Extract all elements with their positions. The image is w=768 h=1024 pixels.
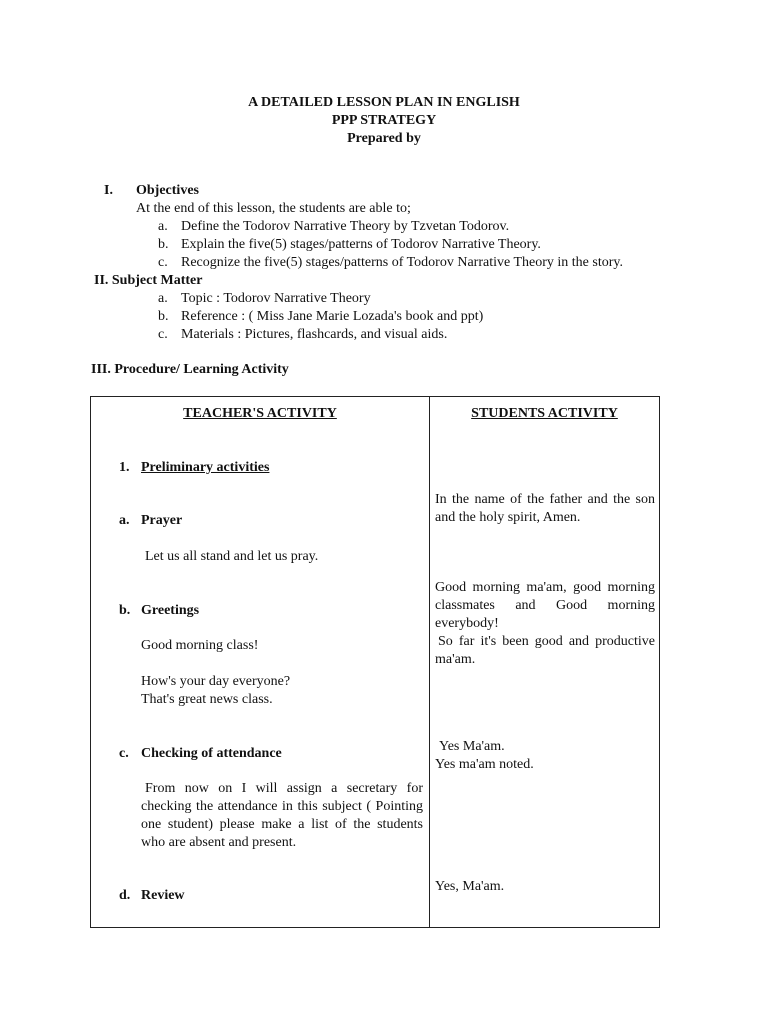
activity-table: [90, 396, 660, 928]
objective-letter: b.: [158, 237, 169, 252]
subject-letter: c.: [158, 327, 168, 342]
greetings-letter: b.: [119, 603, 131, 618]
page-title: A DETAILED LESSON PLAN IN ENGLISH: [248, 95, 520, 110]
subject-matter-heading: II. Subject Matter: [94, 273, 203, 288]
objective-item: Define the Todorov Narrative Theory by Tzvetan Todorov.: [181, 219, 510, 234]
review-heading: Review: [141, 888, 185, 903]
attendance-letter: c.: [119, 746, 129, 761]
prayer-student-text: In the name of the father and the son and the holy spirit, Amen.: [435, 492, 655, 525]
prayer-letter: a.: [119, 513, 130, 528]
objective-item: Recognize the five(5) stages/patterns of Todorov Narrative Theory in the story.: [181, 255, 623, 270]
procedure-heading: III. Procedure/ Learning Activity: [91, 362, 289, 377]
greetings-teacher-text: That's great news class.: [141, 692, 273, 707]
objective-letter: c.: [158, 255, 168, 270]
review-student-text: Yes, Ma'am.: [435, 879, 505, 894]
greetings-student-text: So far it's been good and productive ma'am.: [435, 634, 655, 667]
subject-item: Topic : Todorov Narrative Theory: [181, 291, 371, 306]
objective-item: Explain the five(5) stages/patterns of Todorov Narrative Theory.: [181, 237, 541, 252]
subject-item: Reference : ( Miss Jane Marie Lozada's book and ppt): [181, 309, 484, 324]
greetings-heading: Greetings: [141, 603, 200, 618]
greetings-student-text: Good morning ma'am, good morning classmates and Good morning everybody!: [435, 580, 655, 631]
objective-letter: a.: [158, 219, 168, 234]
subject-item: Materials : Pictures, flashcards, and visual aids.: [181, 327, 448, 342]
students-activity-header: STUDENTS ACTIVITY: [471, 406, 618, 421]
subject-letter: a.: [158, 291, 168, 306]
attendance-heading: Checking of attendance: [141, 746, 282, 761]
page-subtitle: PPP STRATEGY: [331, 113, 437, 128]
prepared-by: Prepared by: [347, 131, 421, 146]
objectives-intro: At the end of this lesson, the students are able to;: [136, 201, 411, 216]
teacher-activity-header: TEACHER'S ACTIVITY: [183, 406, 337, 421]
prayer-teacher-text: Let us all stand and let us pray.: [145, 549, 319, 564]
preliminary-number: 1.: [119, 460, 130, 475]
greetings-teacher-text: How's your day everyone?: [141, 674, 291, 689]
objectives-numeral: I.: [104, 183, 113, 198]
preliminary-activities: Preliminary activities: [141, 460, 270, 475]
attendance-teacher-text: From now on I will assign a secretary for checking the attendance in this subject ( Pointing one student) please make a list of the students who are absent and present.: [141, 781, 423, 850]
prayer-heading: Prayer: [141, 513, 183, 528]
review-letter: d.: [119, 888, 131, 903]
column-divider: [429, 397, 430, 927]
objectives-heading: Objectives: [136, 183, 199, 198]
attendance-student-text: Yes ma'am noted.: [435, 757, 534, 772]
subject-letter: b.: [158, 309, 169, 324]
greetings-teacher-text: Good morning class!: [141, 638, 259, 653]
attendance-student-text: Yes Ma'am.: [439, 739, 505, 754]
